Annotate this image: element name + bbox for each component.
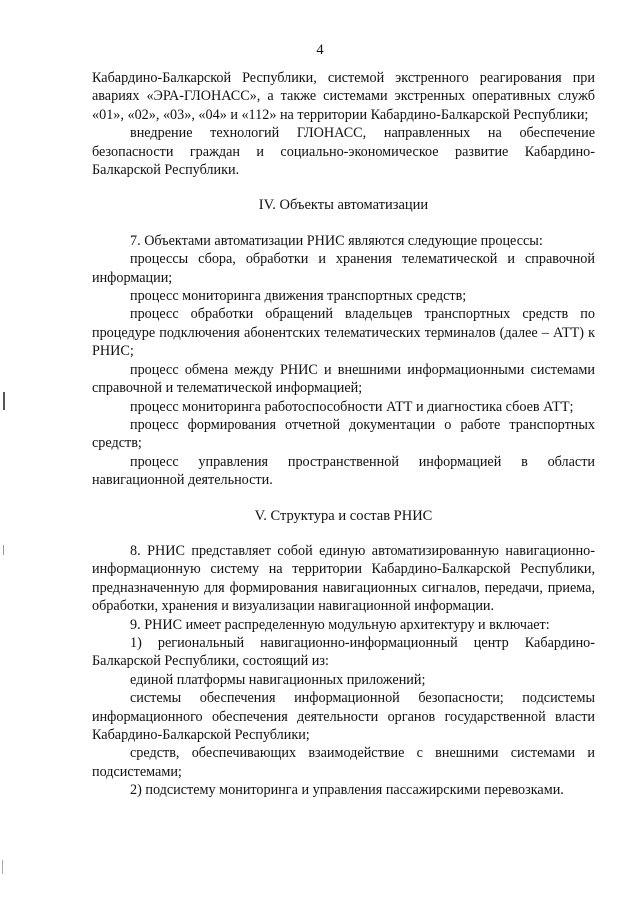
section-heading-v: V. Структура и состав РНИС — [254, 507, 433, 524]
paragraph: процесс обработки обращений владельцев транспортных средств по процедуре подключения абонентских телематических терминалов (далее – АТТ) к РНИС; — [92, 306, 595, 360]
paragraph: 1) региональный навигационно-информационный центр Кабардино-Балкарской Республики, состоящий из: — [92, 634, 595, 670]
paragraph: процессы сбора, обработки и хранения телематической и справочной информации; — [92, 251, 595, 286]
paragraph: средств, обеспечивающих взаимодействие с внешними системами и подсистемами; — [92, 745, 595, 780]
paragraph: 2) подсистему мониторинга и управления пассажирскими перевозками. — [130, 782, 564, 799]
paragraph: процесс формирования отчетной документации о работе транспортных средств; — [92, 416, 595, 452]
page-number: 4 — [316, 42, 324, 58]
paragraph: процесс управления пространственной информацией в области навигационной деятельности. — [92, 453, 595, 489]
paragraph: внедрение технологий ГЛОНАСС, направленных на обеспечение безопасности граждан и социально-экономическое развитие Кабардино-Балкарской Республики. — [92, 125, 595, 179]
scan-mark — [2, 860, 3, 874]
paragraph: 9. РНИС имеет распределенную модульную архитектуру и включает: — [130, 616, 550, 633]
section-heading-iv: IV. Объекты автоматизации — [258, 197, 429, 214]
paragraph: системы обеспечения информационной безопасности; подсистемы информационного обеспечения деятельности органов государственной власти Кабардино-Балкарской Республики; — [92, 690, 595, 743]
paragraph: процесс обмена между РНИС и внешними информационными системами справочной и телематической информацией; — [92, 361, 595, 397]
paragraph: единой платформы навигационных приложений; — [130, 671, 426, 688]
paragraph: Кабардино-Балкарской Республики, системой экстренного реагирования при авариях «ЭРА-ГЛОНАСС», а также системами экстренных оперативных служб «01», «02», «03», «04» и «112» на территории Кабардино-Балкарской Республики; — [92, 70, 595, 123]
scan-mark — [3, 545, 4, 555]
document-body — [92, 69, 595, 800]
paragraph: 7. Объектами автоматизации РНИС являются следующие процессы: — [130, 232, 543, 249]
paragraph: процесс мониторинга работоспособности АТТ и диагностика сбоев АТТ; — [130, 398, 574, 415]
paragraph: процесс мониторинга движения транспортных средств; — [130, 288, 467, 305]
paragraph: 8. РНИС представляет собой единую автоматизированную навигационно-информационную систему на территории Кабардино-Балкарской Республики, предназначенную для формирования навигационных сигналов, передачи, приема, обработки, хранения и визуализации навигационной информации. — [92, 542, 595, 615]
scan-mark — [3, 392, 5, 410]
